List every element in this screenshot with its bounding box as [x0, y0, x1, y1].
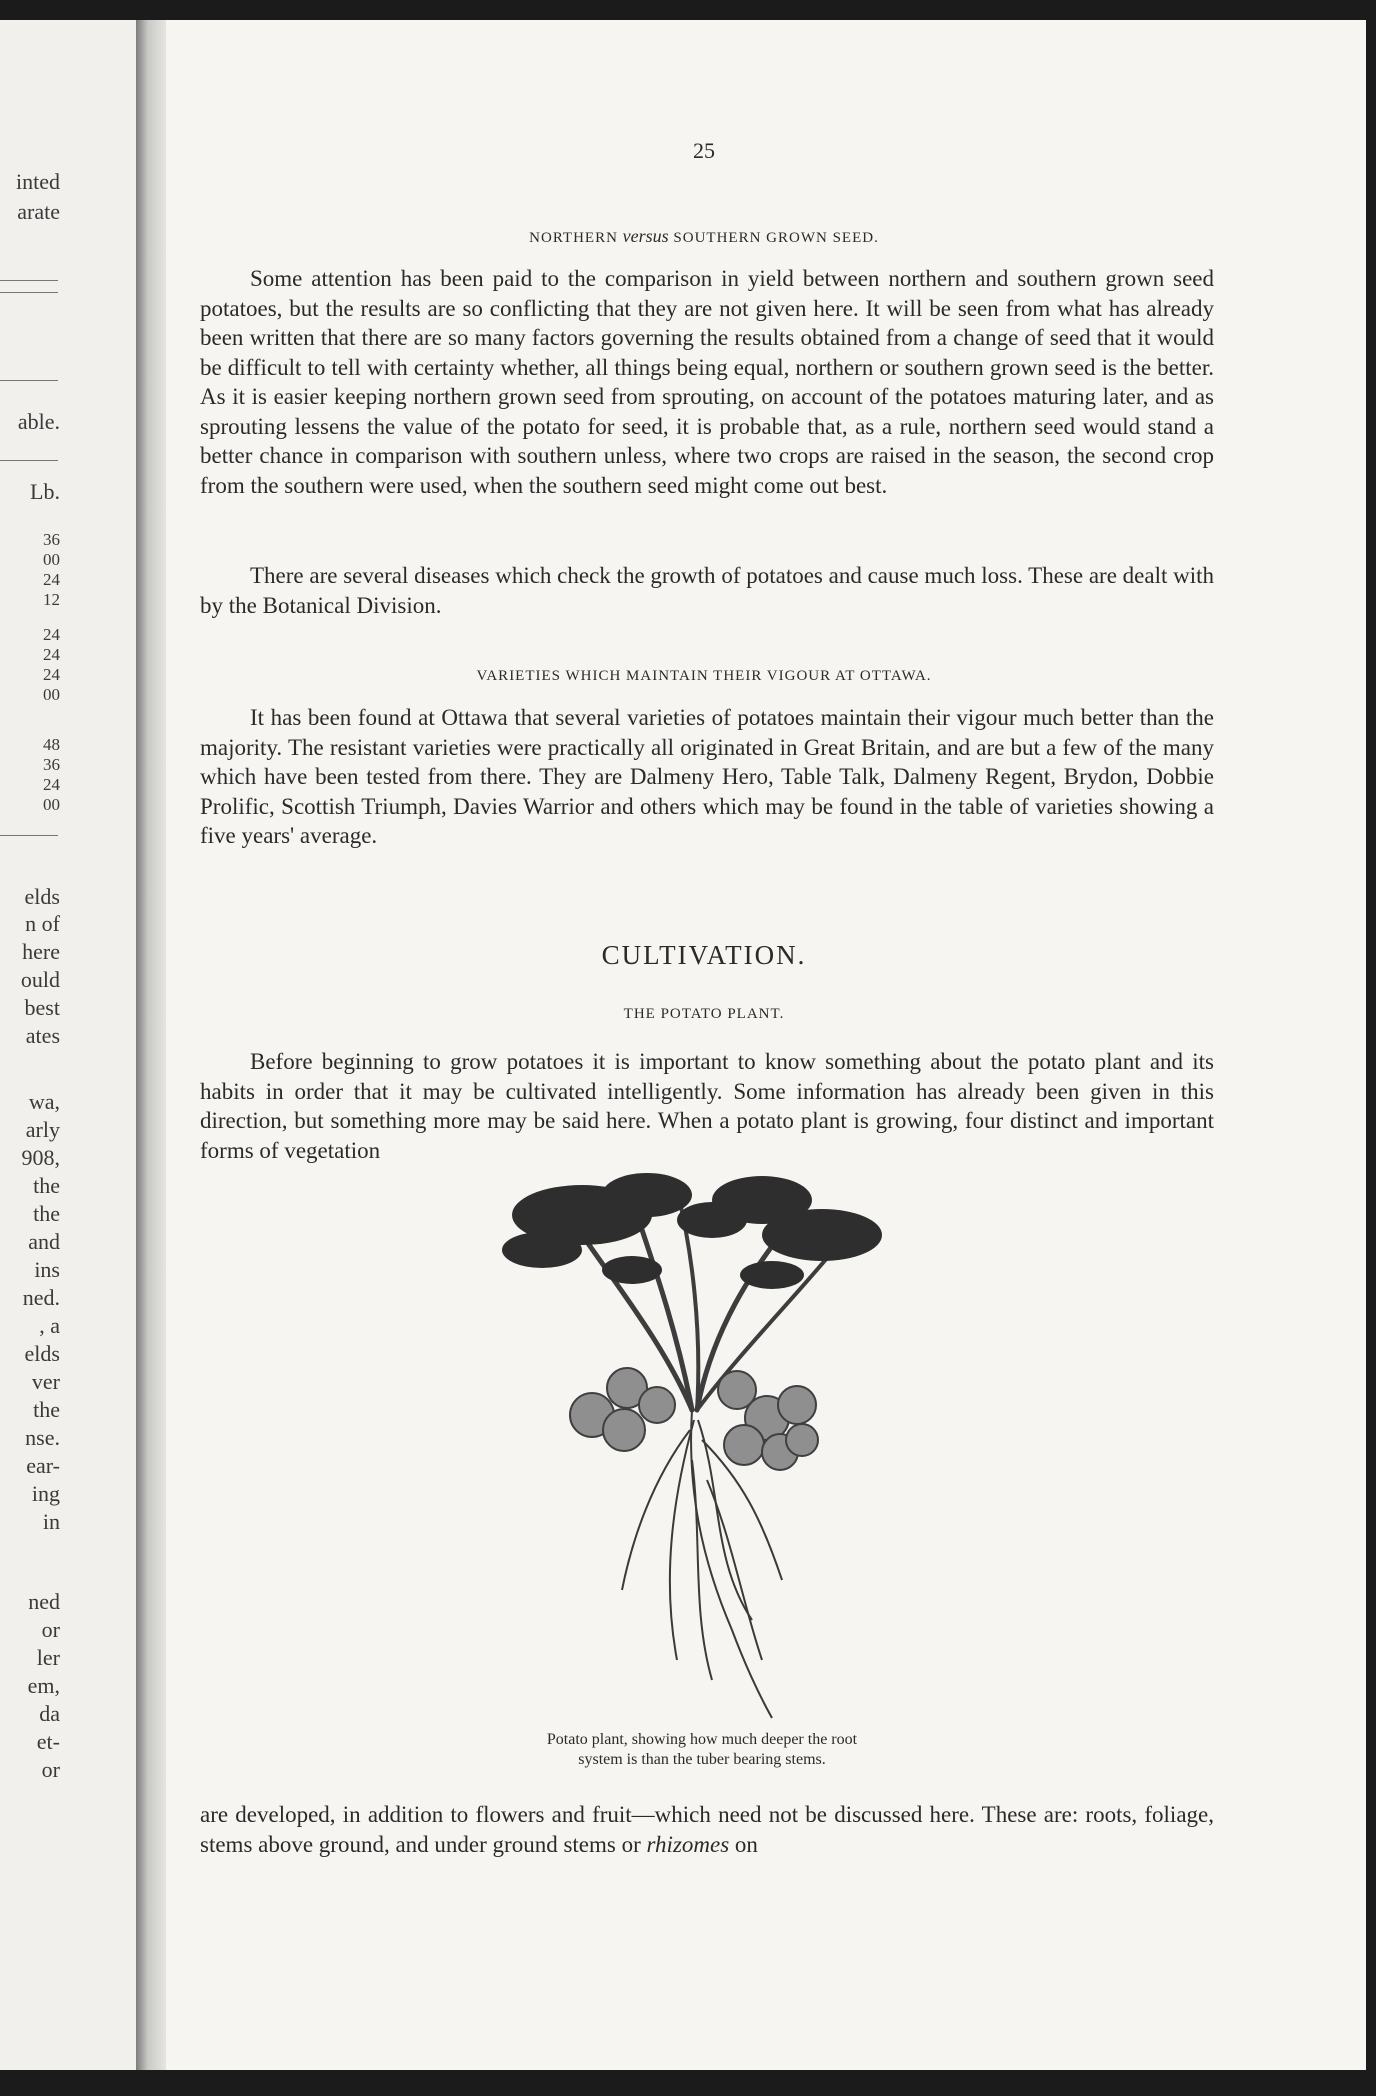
- facing-page-text-fragment: ing: [31, 1481, 60, 1506]
- facing-page-text-fragment: 24: [43, 570, 60, 589]
- facing-page-text-fragment: nse.: [25, 1425, 60, 1450]
- facing-page-fragment: [0, 20, 136, 2070]
- heading-italic: versus: [622, 226, 669, 246]
- facing-page-text-fragment: the: [33, 1173, 60, 1198]
- paragraph-varieties: It has been found at Ottawa that several varieties of potatoes maintain their vigour much better than the majority. The resistant varieties were practically all originated in Great Britain, and are but a few of the many which have been tested from there. They are Dalmeny Hero, Table Talk, Dalmeny Regent, Brydon, Dobbie Prolific, Scottish Triumph, Davies Warrior and others which may be found in the table of varieties showing a five years' average.: [200, 705, 1214, 848]
- facing-page-text-fragment: ned.: [22, 1285, 60, 1310]
- facing-page-text-fragment: and: [28, 1229, 60, 1254]
- potato-plant-illustration: [462, 1160, 922, 1720]
- facing-page-text-fragment: ned: [28, 1589, 60, 1614]
- facing-page-text-fragment: best: [24, 995, 60, 1020]
- facing-page-text-fragment: Lb.: [30, 479, 60, 504]
- facing-page-text-fragment: elds: [24, 1341, 60, 1366]
- facing-page-text-fragment: 00: [43, 685, 60, 704]
- caption-line: Potato plant, showing how much deeper the root: [546, 1731, 858, 1748]
- paragraph-potato-plant: Before beginning to grow potatoes it is important to know something about the potato plant and its habits in order that it may be cultivated intelligently. Some information has already been given in this direction, but something more may be said here. When a potato plant is growing, four distinct and important forms of vegetation: [200, 1049, 1214, 1163]
- facing-page-text-fragment: elds: [24, 884, 60, 909]
- facing-page-rule: [0, 380, 58, 381]
- facing-page-text-fragment: da: [39, 1701, 60, 1726]
- continuation-italic: rhizomes: [646, 1831, 730, 1857]
- facing-page-rule: [0, 835, 58, 836]
- page-number: 25: [693, 138, 715, 163]
- facing-page-text-fragment: 24: [43, 665, 60, 684]
- continuation-text: are developed, in addition to flowers and fruit—which need not be discussed here. These are: roots, foliage, stems above ground, and under ground stems or: [200, 1802, 1214, 1857]
- facing-page-text-fragment: 36: [43, 755, 60, 774]
- facing-page-rule: [0, 460, 58, 461]
- heading-part: SOUTHERN GROWN SEED.: [673, 230, 879, 246]
- facing-page-text-fragment: 12: [43, 590, 60, 609]
- facing-page-text-fragment: or: [41, 1757, 60, 1782]
- facing-page-text-fragment: 24: [43, 625, 60, 644]
- facing-page-text-fragment: arate: [17, 199, 60, 224]
- facing-page-text-fragment: the: [33, 1397, 60, 1422]
- section-heading-cultivation: CULTIVATION.: [601, 940, 807, 970]
- facing-page-text-fragment: able.: [17, 409, 60, 434]
- facing-page-rule: [0, 280, 58, 281]
- facing-page-rule: [0, 292, 58, 293]
- facing-page-text-fragment: or: [41, 1617, 60, 1642]
- facing-page-text-fragment: ver: [31, 1369, 60, 1394]
- facing-page-text-fragment: n of: [25, 911, 60, 936]
- facing-page-text-fragment: ler: [36, 1645, 60, 1670]
- facing-page-text-fragment: 908,: [21, 1145, 60, 1170]
- facing-page-text-fragment: inted: [16, 169, 60, 194]
- facing-page-text-fragment: here: [22, 939, 60, 964]
- paragraph-continuation: [200, 1800, 1214, 1859]
- facing-page-text-fragment: ould: [20, 967, 60, 992]
- facing-page-text-fragment: 00: [43, 795, 60, 814]
- facing-page-text-fragment: , a: [39, 1313, 60, 1338]
- continuation-tail: on: [734, 1831, 758, 1857]
- facing-page-text-fragment: 48: [43, 735, 60, 754]
- book-gutter: [136, 20, 166, 2070]
- caption-line: system is than the tuber bearing stems.: [578, 1751, 826, 1768]
- facing-page-text-fragment: in: [42, 1509, 60, 1534]
- facing-page-text-fragment: wa,: [28, 1089, 60, 1114]
- paragraph-northern-southern: Some attention has been paid to the comparison in yield between northern and southern grown seed potatoes, but the results are so conflicting that they are not given here. It will be seen from what has already been written that there are so many factors governing the results obtained from a change of seed that it would be difficult to tell with certainty whether, all things being equal, northern or southern grown seed is the better. As it is easier keeping northern grown seed from sprouting, on account of the potatoes maturing later, and as sprouting lessens the value of the potato for seed, it is probable that, as a rule, northern seed would stand a better chance in comparison with southern unless, where two crops are raised in the season, the second crop from the southern were used, when the southern seed might come out best.: [200, 266, 1214, 498]
- facing-page-text-fragment: 24: [43, 775, 60, 794]
- section-heading-varieties: VARIETIES WHICH MAINTAIN THEIR VIGOUR AT OTTAWA.: [476, 668, 932, 684]
- facing-page-text-fragment: arly: [25, 1117, 60, 1142]
- page: [166, 20, 1366, 2070]
- facing-page-text-fragment: em,: [27, 1673, 60, 1698]
- figure-caption: [472, 1730, 932, 1770]
- facing-page-text-fragment: the: [33, 1201, 60, 1226]
- section-heading-northern-southern: [166, 226, 1242, 247]
- facing-page-text-fragment: 36: [43, 530, 60, 549]
- facing-page-text-fragment: ates: [25, 1023, 60, 1048]
- facing-page-text-fragment: 00: [43, 550, 60, 569]
- paragraph-diseases: There are several diseases which check the growth of potatoes and cause much loss. These are dealt with by the Botanical Division.: [200, 563, 1214, 618]
- facing-page-text-fragment: ear-: [26, 1453, 60, 1478]
- heading-part: NORTHERN: [529, 230, 618, 246]
- subheading-potato-plant: THE POTATO PLANT.: [623, 1006, 785, 1022]
- facing-page-text-fragment: 24: [43, 645, 60, 664]
- facing-page-text-fragment: et-: [36, 1729, 60, 1754]
- facing-page-text-fragment: ins: [34, 1257, 60, 1282]
